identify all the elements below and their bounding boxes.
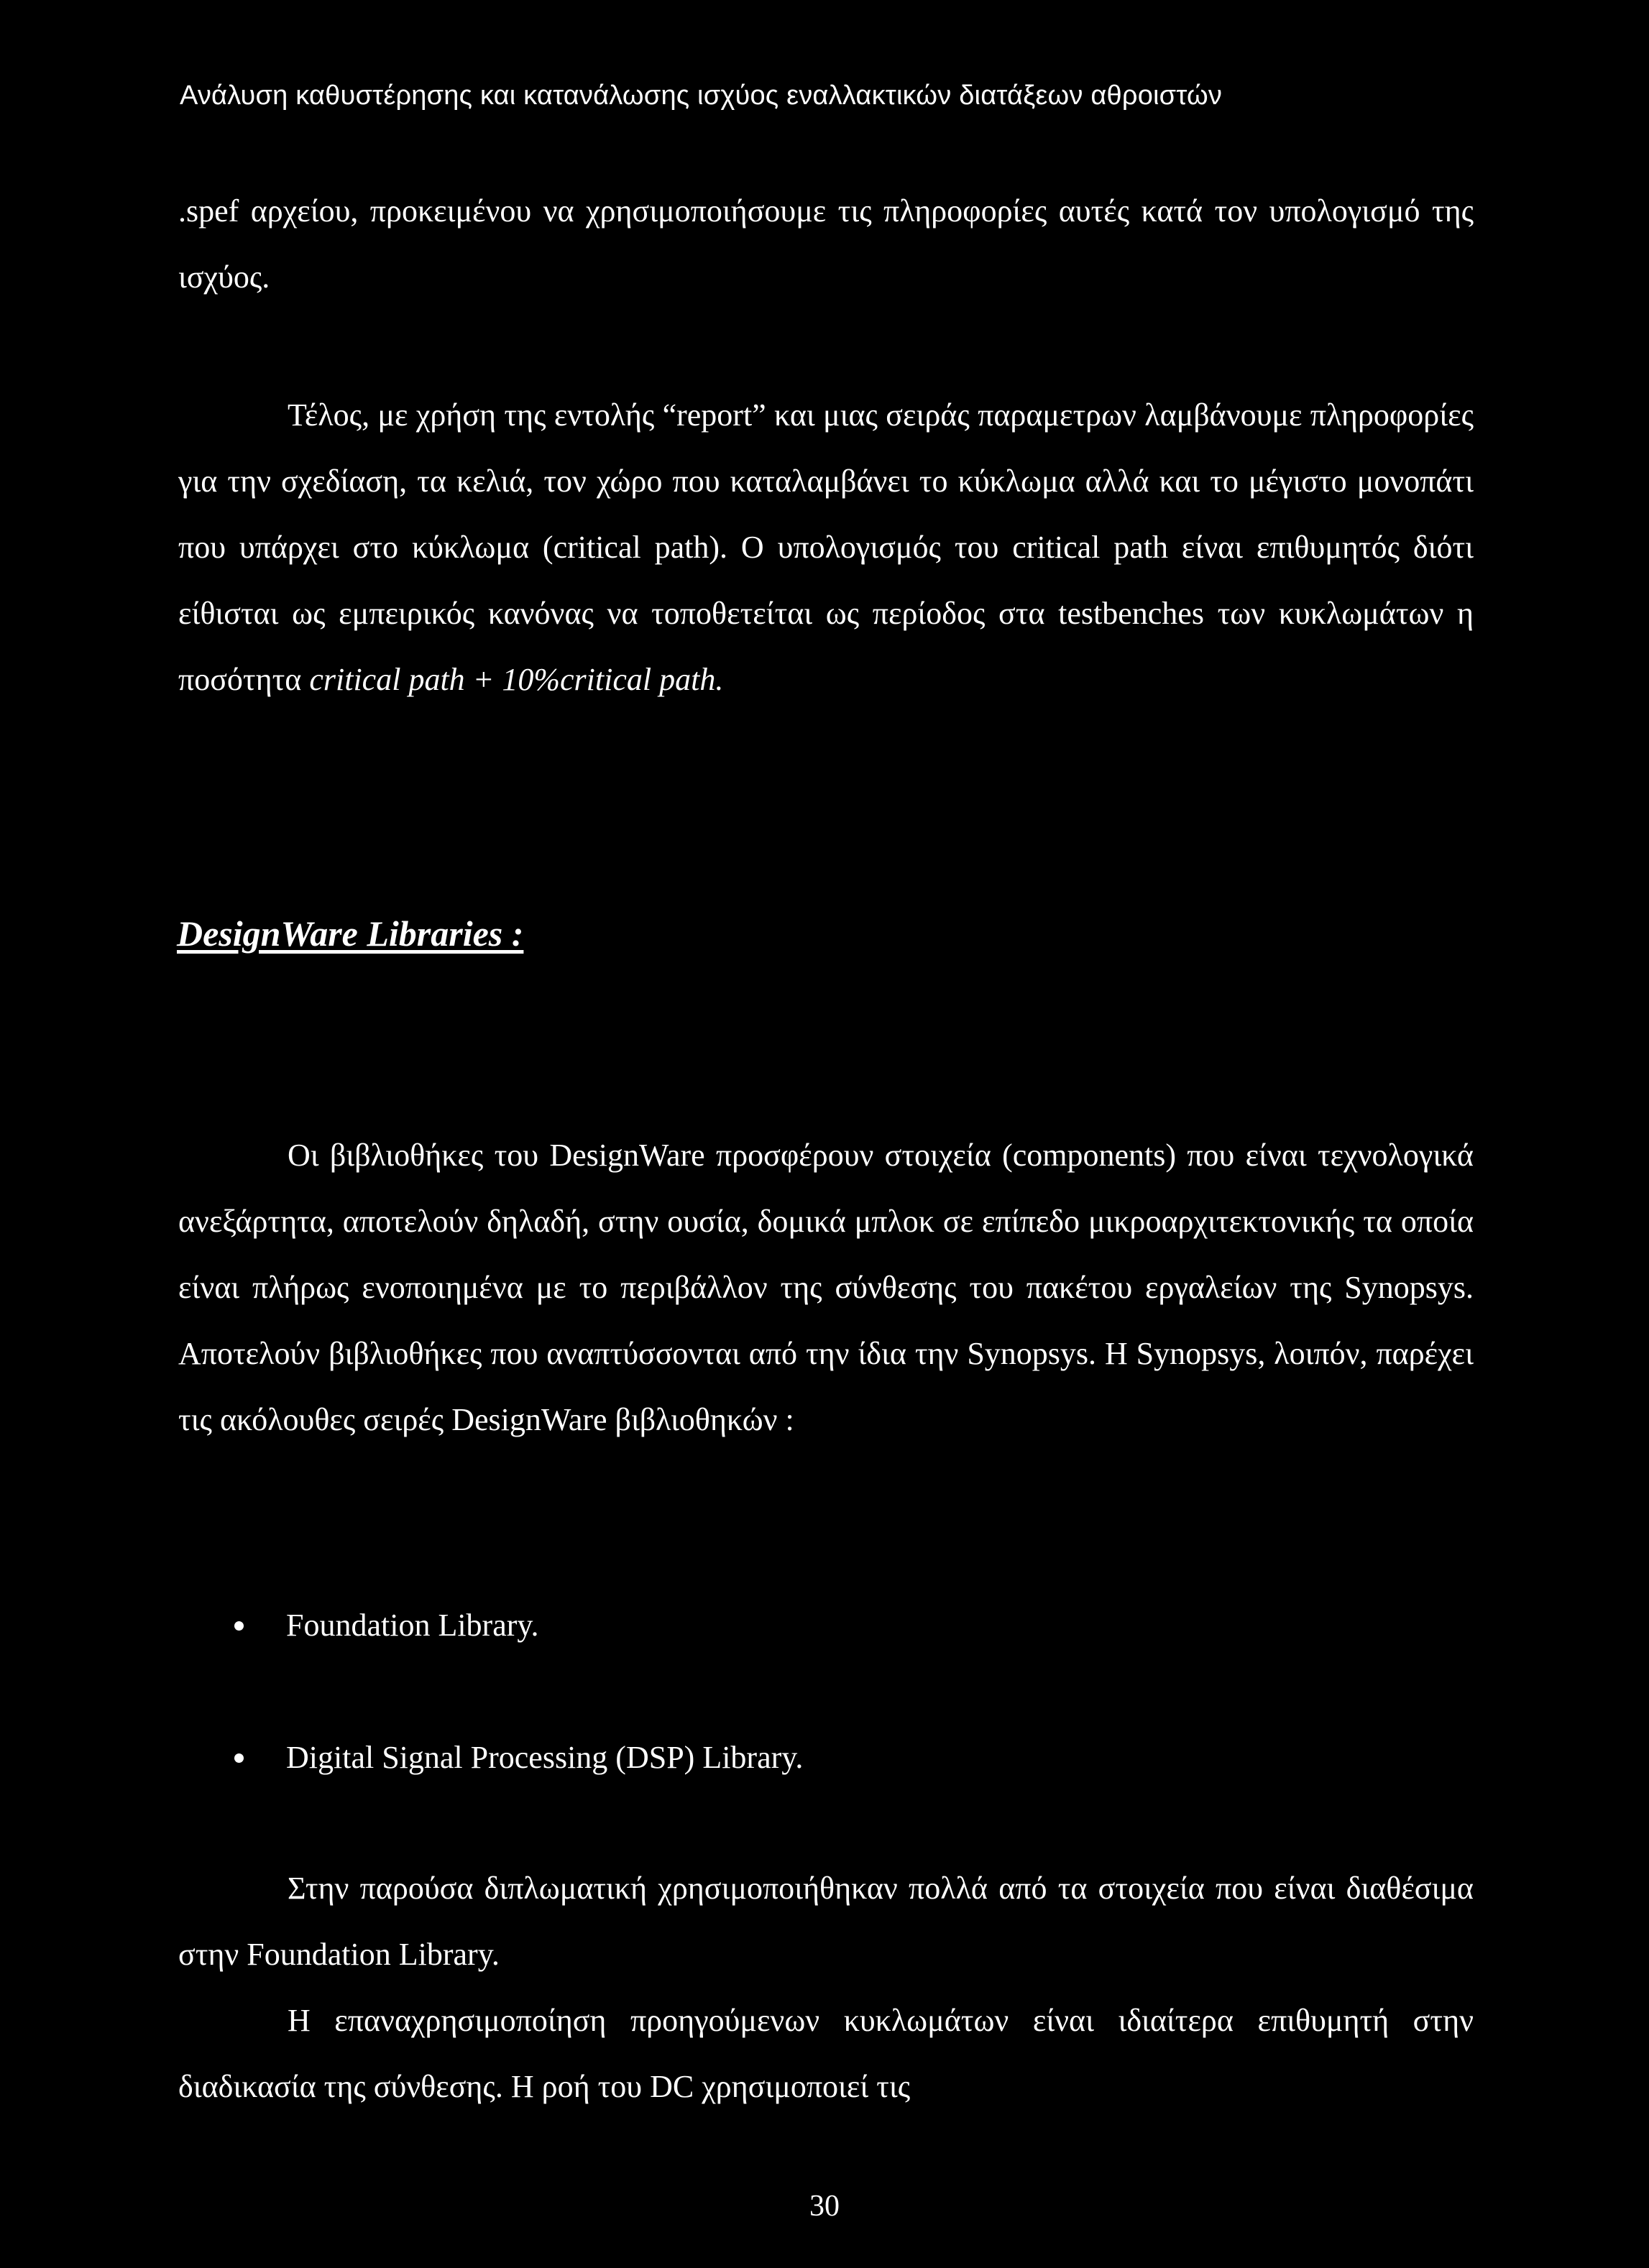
bullet-icon [234, 1753, 244, 1763]
section-heading: DesignWare Libraries : [177, 913, 524, 954]
list-item-label: Foundation Library. [286, 1608, 539, 1643]
paragraph-report-text: Τέλος, με χρήση της εντολής “report” και μιας σειράς παραμετρων λαμβάνουμε πληροφορίες για την σχεδίαση, τα κελιά, τον χώρο που καταλαμβάνει το κύκλωμα αλλά και το μέγιστο μονοπάτι που υπάρχει στο κύκλωμα (critical path). Ο υπολογισμός του critical path είναι επιθυμητός διότι είθισται ως εμπειρικός κανόνας να τοποθετείται ως περίοδος στα testbenches των κυκλωμάτων η ποσότητα [178, 397, 1474, 697]
list-item-label: Digital Signal Processing (DSP) Library. [286, 1740, 804, 1775]
page-number: 30 [809, 2190, 840, 2223]
running-header: Ανάλυση καθυστέρησης και κατανάλωσης ισχύος εναλλακτικών διατάξεων αθροιστών [180, 80, 1223, 111]
library-list [230, 1592, 803, 1857]
paragraph-designware-intro: Οι βιβλιοθήκες του DesignWare προσφέρουν στοιχεία (components) που είναι τεχνολογικά ανεξάρτητα, αποτελούν δηλαδή, στην ουσία, δομικά μπλοκ σε επίπεδο μικροαρχιτεκτονικής τα οποία είναι πλήρως ενοποιημένα με το περιβάλλον της σύνθεσης του πακέτου εργαλείων της Synopsys. Αποτελούν βιβλιοθήκες που αναπτύσσονται από την ίδια την Synopsys. Η Synopsys, λοιπόν, παρέχει τις ακόλουθες σειρές DesignWare βιβλιοθηκών : [178, 1138, 1474, 1437]
paragraph-foundation-usage: Στην παρούσα διπλωματική χρησιμοποιήθηκαν πολλά από τα στοιχεία που είναι διαθέσιμα στην Foundation Library. [178, 1871, 1474, 1972]
paragraph-report-command [178, 382, 1474, 713]
critical-path-formula: critical path + 10%critical path. [309, 662, 724, 697]
list-item [230, 1725, 803, 1791]
paragraph-reuse: Η επαναχρησιμοποίηση προηγούμενων κυκλωμάτων είναι ιδιαίτερα επιθυμητή στην διαδικασία της σύνθεσης. Η ροή του DC χρησιμοποιεί τις [178, 2003, 1474, 2104]
bullet-icon [234, 1621, 244, 1631]
paragraph-spef-file: .spef αρχείου, προκειμένου να χρησιμοποιήσουμε τις πληροφορίες αυτές κατά τον υπολογισμό της ισχύος. [178, 193, 1474, 295]
list-item [230, 1592, 803, 1659]
